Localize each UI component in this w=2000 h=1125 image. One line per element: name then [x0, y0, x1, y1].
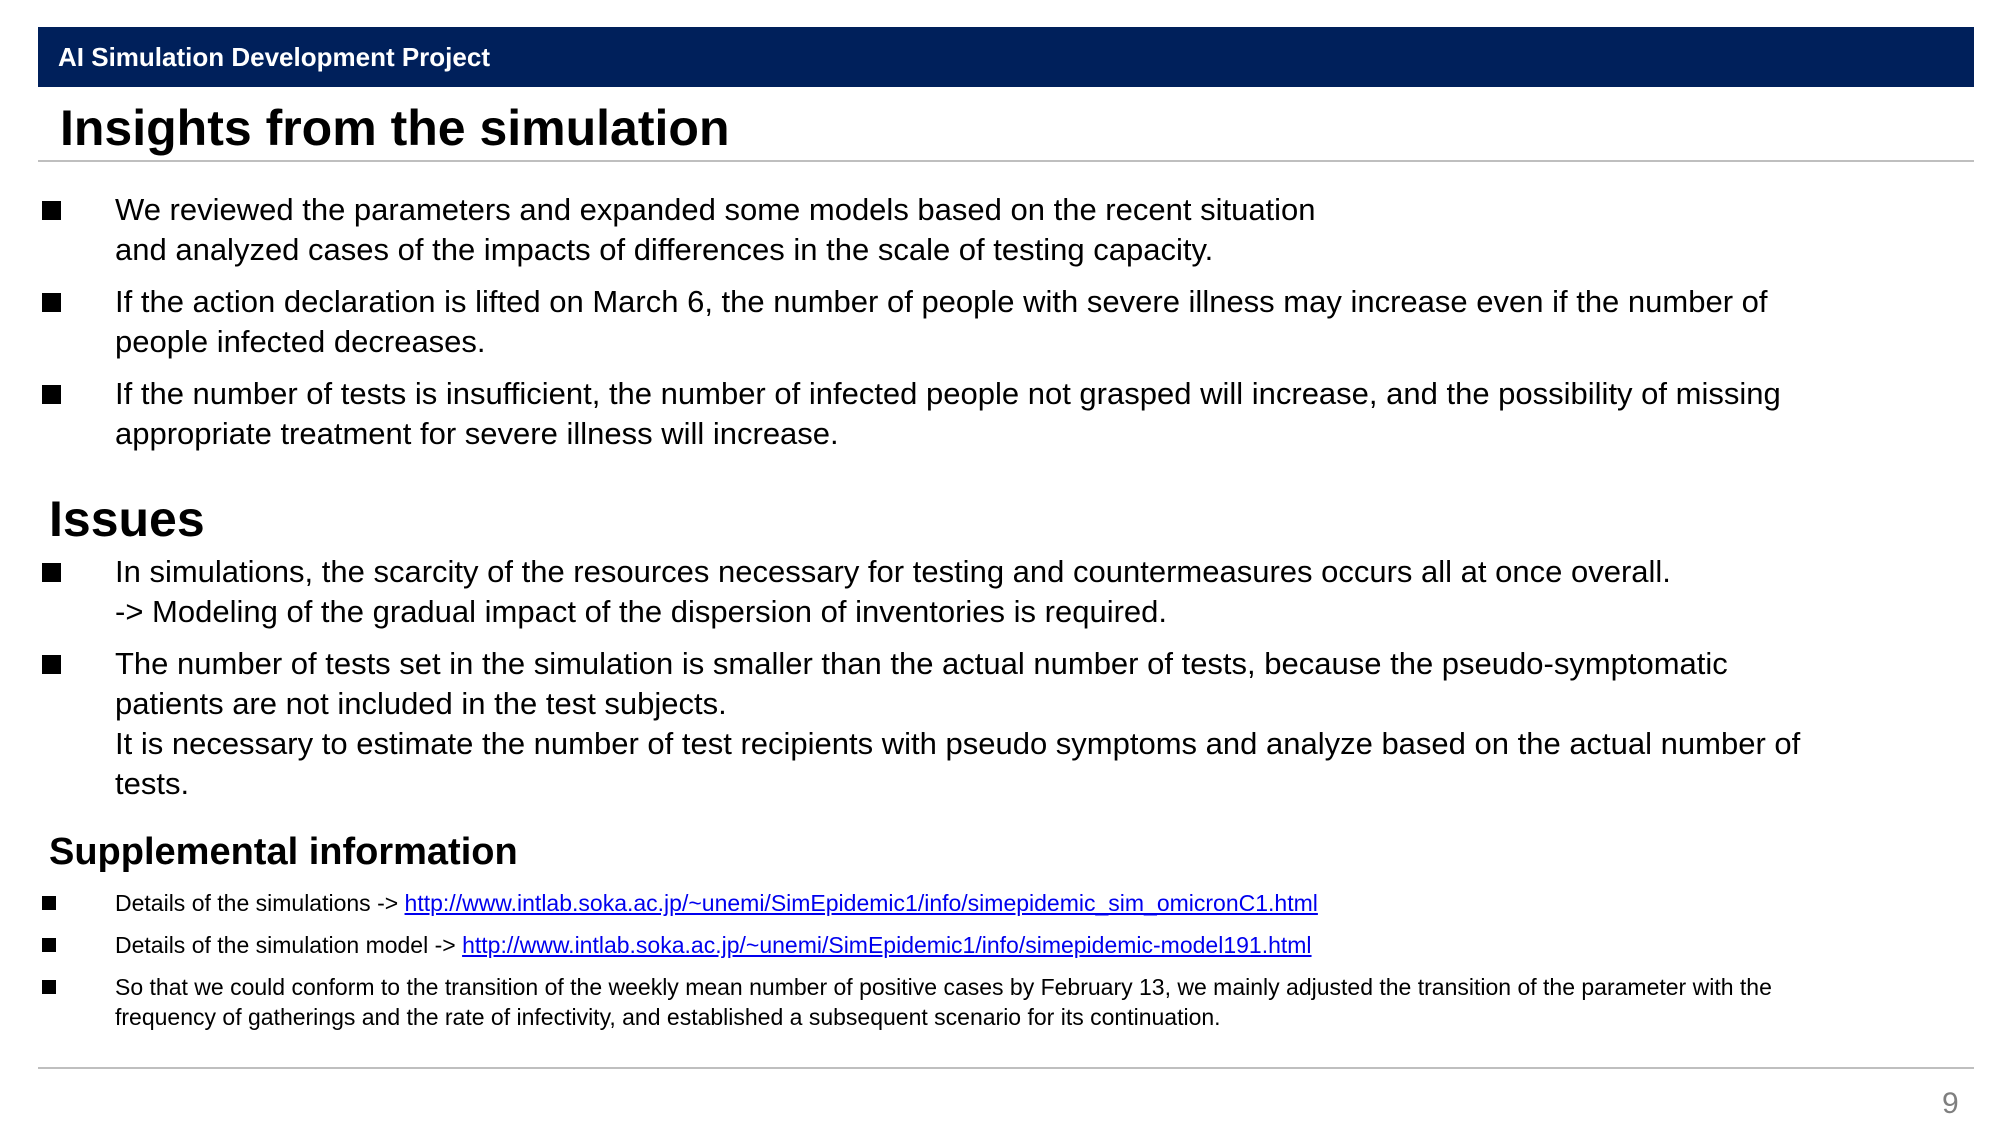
bullet-text: and analyzed cases of the impacts of differences in the scale of testing capacity. — [115, 232, 1214, 267]
insights-list — [0, 190, 2000, 466]
square-bullet-icon — [42, 655, 61, 674]
bullet-text: -> Modeling of the gradual impact of the dispersion of inventories is required. — [115, 594, 1168, 629]
square-bullet-icon — [42, 563, 61, 582]
link-label: Details of the simulation model -> — [115, 932, 463, 958]
bullet-text: patients are not included in the test subjects. — [115, 686, 727, 721]
bullet-text-line — [115, 930, 1960, 960]
footer-divider — [38, 1067, 1974, 1069]
bullet-text: The number of tests set in the simulation is smaller than the actual number of tests, because the pseudo-symptomatic — [115, 646, 1728, 681]
bullet-text: It is necessary to estimate the number of test recipients with pseudo symptoms and analyze based on the actual number of — [115, 726, 1801, 761]
supplemental-heading: Supplemental information — [49, 831, 518, 873]
simulation-model-link[interactable]: http://www.intlab.soka.ac.jp/~unemi/SimEpidemic1/info/simepidemic-model191.html — [462, 932, 1312, 958]
bullet-text: We reviewed the parameters and expanded some models based on the recent situation — [115, 192, 1316, 227]
page-number: 9 — [1942, 1087, 1959, 1120]
square-bullet-icon — [42, 201, 61, 220]
bullet-text: If the action declaration is lifted on March 6, the number of people with severe illness may increase even if the number of — [115, 284, 1768, 319]
square-bullet-icon — [42, 293, 61, 312]
bullet-text: people infected decreases. — [115, 324, 486, 359]
header-bar — [38, 27, 1974, 87]
square-bullet-icon — [42, 896, 56, 910]
square-bullet-icon — [42, 980, 56, 994]
square-bullet-icon — [42, 938, 56, 952]
page-title: Insights from the simulation — [60, 100, 730, 156]
bullet-text: If the number of tests is insufficient, the number of infected people not grasped will increase, and the possibility of missing — [115, 376, 1781, 411]
issues-list — [0, 552, 2000, 816]
project-title: AI Simulation Development Project — [58, 42, 490, 72]
list-item — [0, 552, 2000, 632]
list-item — [0, 972, 2000, 1032]
bullet-text: tests. — [115, 766, 190, 801]
bullet-text: frequency of gatherings and the rate of infectivity, and established a subsequent scenario for its continuation. — [115, 1004, 1221, 1030]
square-bullet-icon — [42, 385, 61, 404]
list-item — [0, 930, 2000, 960]
list-item — [0, 190, 2000, 270]
issues-heading: Issues — [49, 491, 205, 547]
bullet-text-line — [115, 888, 1960, 918]
bullet-text: So that we could conform to the transition of the weekly mean number of positive cases by February 13, we mainly adjusted the transition of the parameter with the — [115, 974, 1772, 1000]
bullet-text: appropriate treatment for severe illness will increase. — [115, 416, 839, 451]
supplemental-list — [0, 888, 2000, 1044]
bullet-text: In simulations, the scarcity of the resources necessary for testing and countermeasures occurs all at once overall. — [115, 554, 1671, 589]
list-item — [0, 644, 2000, 804]
simulation-details-link[interactable]: http://www.intlab.soka.ac.jp/~unemi/SimEpidemic1/info/simepidemic_sim_omicronC1.html — [404, 890, 1318, 916]
list-item — [0, 374, 2000, 454]
title-divider — [38, 160, 1974, 162]
link-label: Details of the simulations -> — [115, 890, 405, 916]
list-item — [0, 888, 2000, 918]
list-item — [0, 282, 2000, 362]
